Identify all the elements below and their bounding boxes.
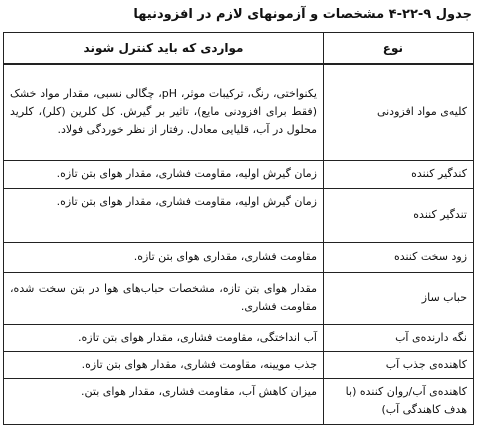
cell-type: تندگیر کننده: [324, 188, 474, 242]
table-row: [4, 378, 474, 424]
table-body: [4, 64, 474, 424]
table-caption: جدول ۹-۲۲-۴ مشخصات و آزمونهای لازم در افزودنیها: [133, 7, 472, 22]
cell-tests: یکنواختی، رنگ، ترکیبات موثر، pH، چگالی نسبی، مقدار مواد خشک (فقط برای افزودنی مایع)، تاثیر بر گیرش. کل کلرین (کلر)، کلرید محلول در آب، قلیایی معادل. رفتار از نظر خوردگی فولاد.: [4, 64, 324, 160]
header-type: نوع: [324, 33, 474, 65]
cell-tests: میزان کاهش آب، مقاومت فشاری، مقدار هوای بتن.: [4, 378, 324, 424]
table-row: [4, 324, 474, 351]
cell-type: حباب ساز: [324, 272, 474, 324]
cell-type: کاهنده‌ی آب/روان کننده (با هدف کاهندگی آب): [324, 378, 474, 424]
table-row: [4, 160, 474, 188]
table-row: [4, 188, 474, 242]
cell-type: زود سخت کننده: [324, 242, 474, 272]
admixture-tests-table: [3, 32, 474, 425]
cell-tests: مقدار هوای بتن تازه، مشخصات حباب‌های هوا در بتن سخت شده، مقاومت فشاری.: [4, 272, 324, 324]
table-row: [4, 351, 474, 378]
cell-type: کاهنده‌ی جذب آب: [324, 351, 474, 378]
table-header-row: [4, 33, 474, 65]
cell-type: کندگیر کننده: [324, 160, 474, 188]
cell-tests: آب انداختگی، مقاومت فشاری، مقدار هوای بتن تازه.: [4, 324, 324, 351]
table-row: [4, 64, 474, 160]
header-tests: مواردی که باید کنترل شوند: [4, 33, 324, 65]
cell-tests: مقاومت فشاری، مقداری هوای بتن تازه.: [4, 242, 324, 272]
cell-type: کلیه‌ی مواد افزودنی: [324, 64, 474, 160]
cell-tests: زمان گیرش اولیه، مقاومت فشاری، مقدار هوای بتن تازه.: [4, 160, 324, 188]
table-header: [4, 33, 474, 65]
cell-tests: جذب مویینه، مقاومت فشاری، مقدار هوای بتن تازه.: [4, 351, 324, 378]
cell-type: نگه دارنده‌ی آب: [324, 324, 474, 351]
cell-tests: زمان گیرش اولیه، مقاومت فشاری، مقدار هوای بتن تازه.: [4, 188, 324, 242]
table-row: [4, 272, 474, 324]
table-row: [4, 242, 474, 272]
